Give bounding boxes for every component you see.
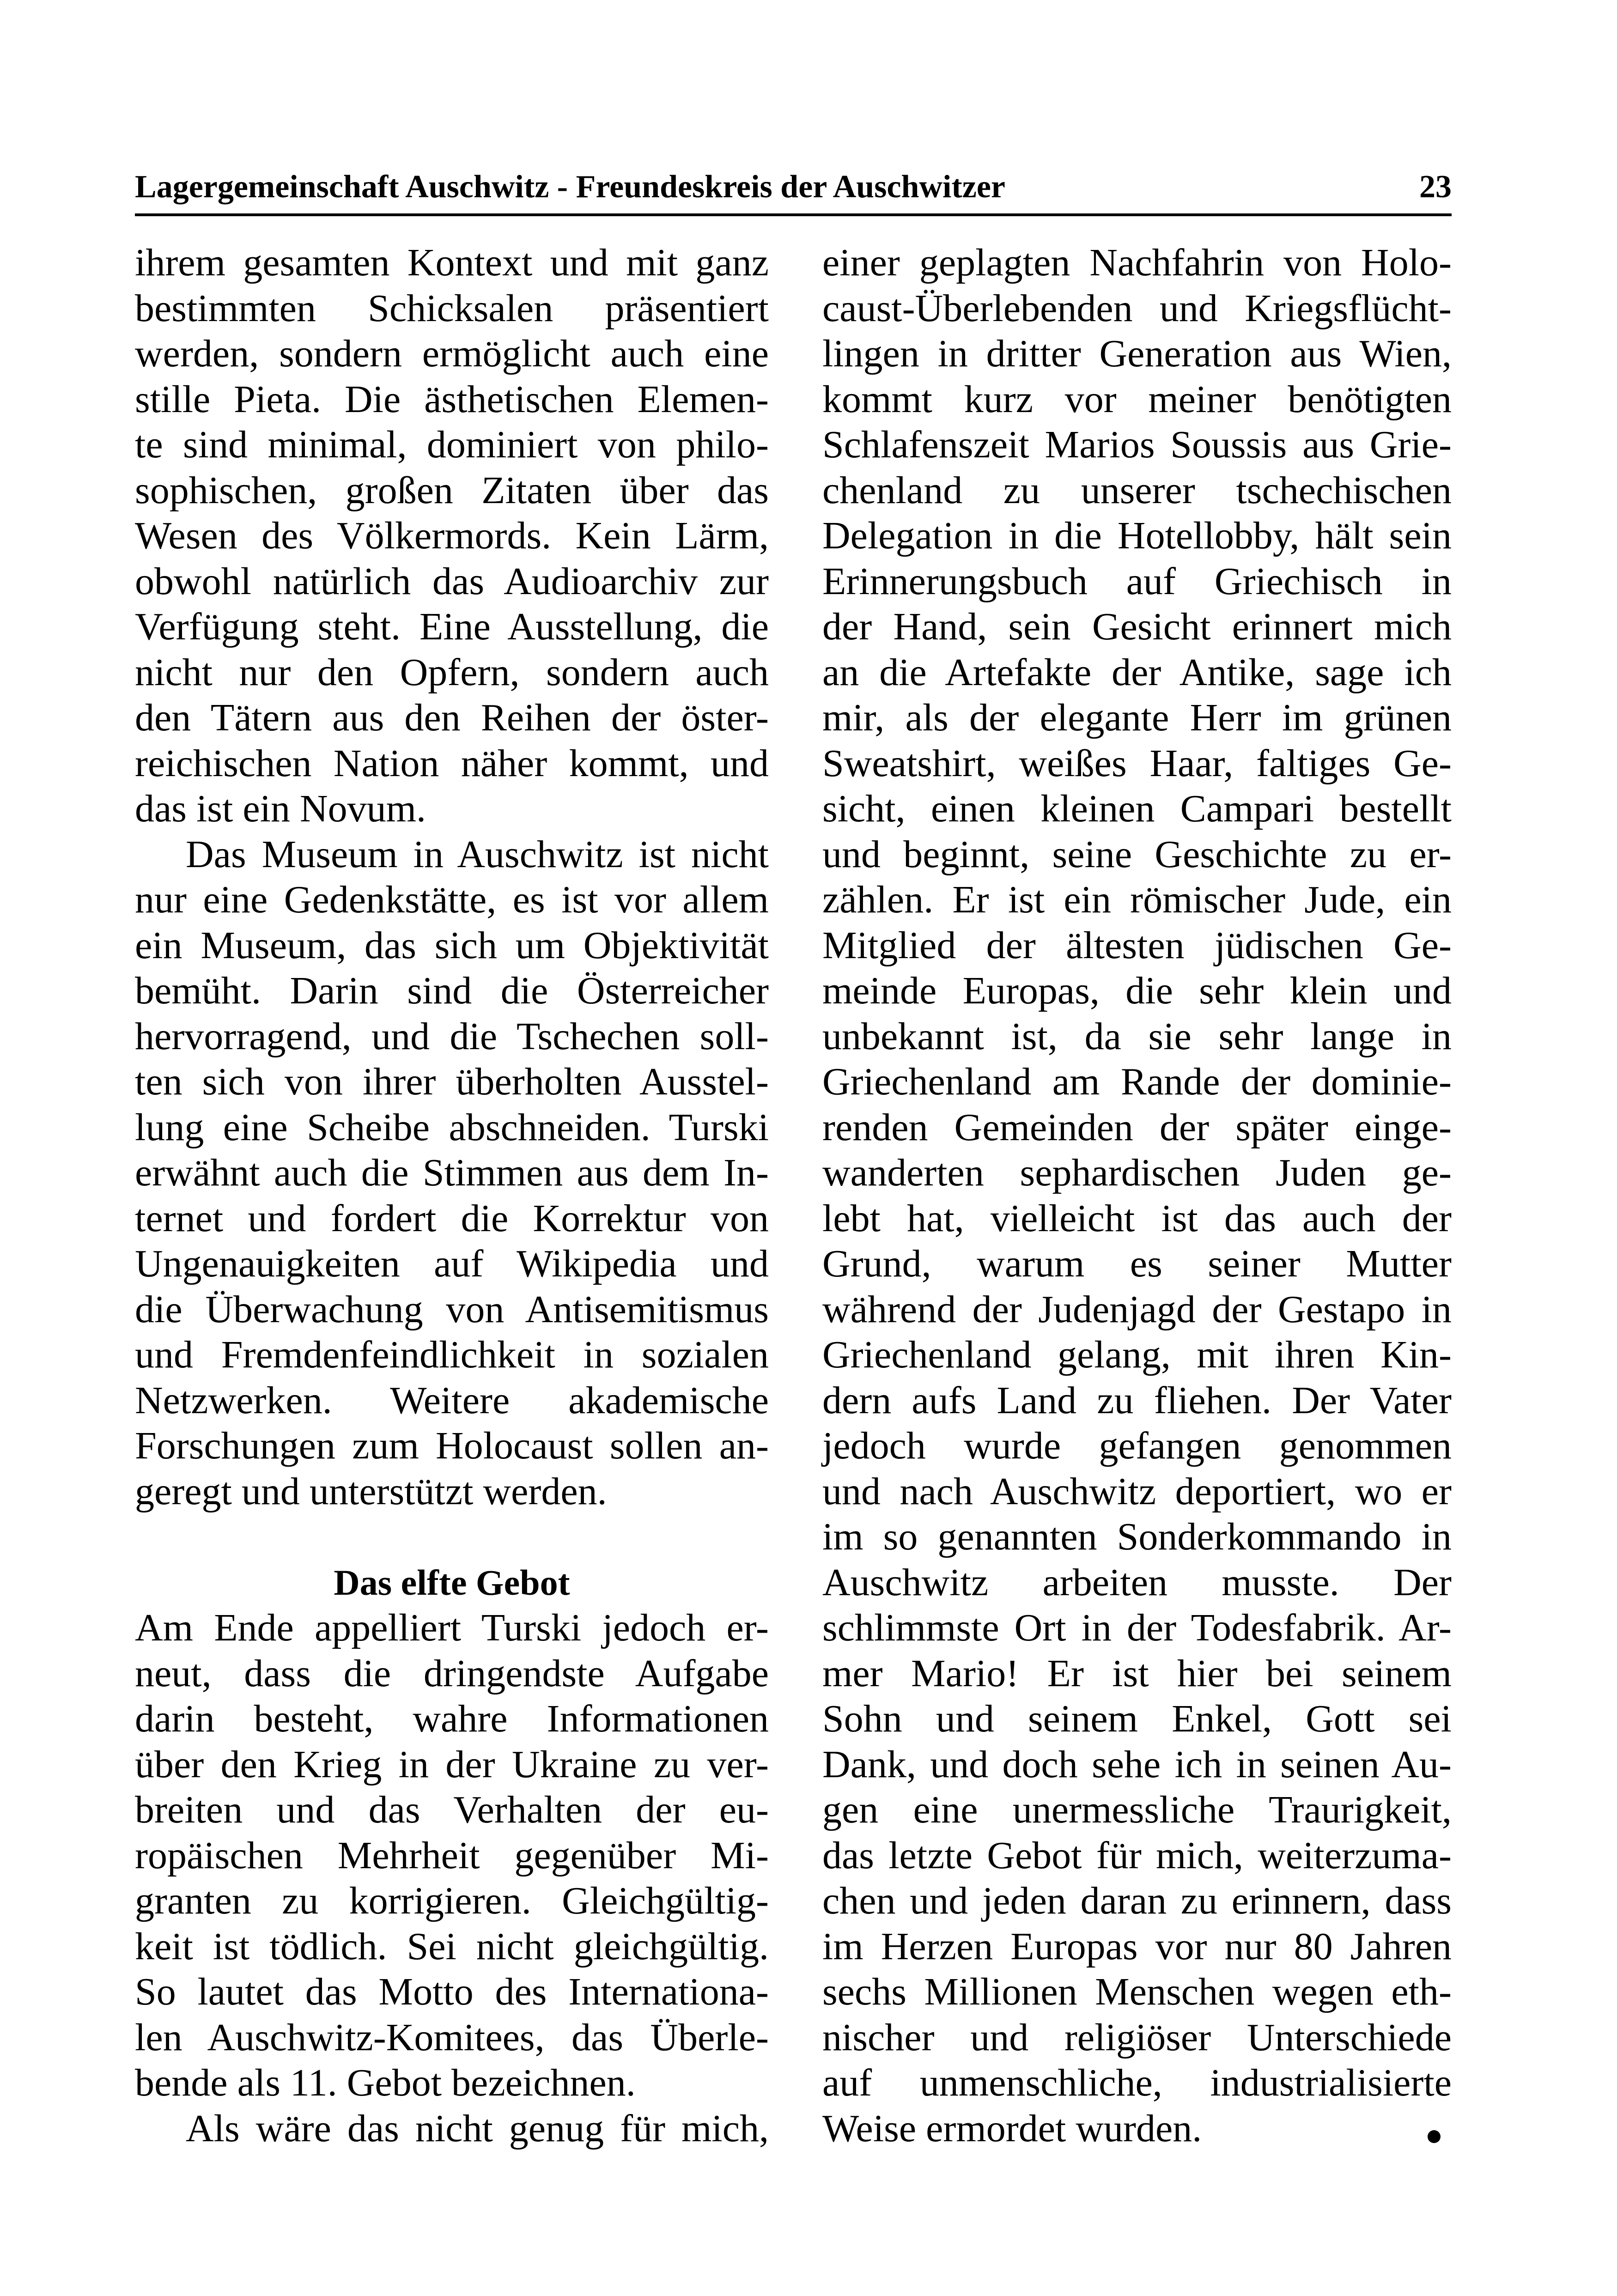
text-line: kommt kurz vor meiner benötigten xyxy=(822,377,1452,421)
text-line: an die Artefakte der Antike, sage ich xyxy=(822,650,1452,694)
text-line: chen und jeden daran zu erinnern, dass xyxy=(822,1879,1452,1922)
text-line: einer geplagten Nachfahrin von Holo- xyxy=(822,241,1452,284)
text-line: sicht, einen kleinen Campari bestellt xyxy=(822,787,1452,830)
text-line: Netzwerken. Weitere akademische xyxy=(135,1379,769,1422)
right-column xyxy=(822,240,1452,2151)
text-line: stille Pieta. Die ästhetischen Elemen- xyxy=(135,377,769,421)
text-line: te sind minimal, dominiert von philo- xyxy=(135,423,769,466)
text-line: mir, als der elegante Herr im grünen xyxy=(822,696,1452,739)
text-line: jedoch wurde gefangen genommen xyxy=(822,1424,1452,1467)
text-line: Weise ermordet wurden. xyxy=(822,2107,1202,2150)
text-line: reichischen Nation näher kommt, und xyxy=(135,741,769,785)
text-line: geregt und unterstützt werden. xyxy=(135,1470,607,1513)
text-line: schlimmste Ort in der Todesfabrik. Ar- xyxy=(822,1606,1452,1649)
text-line: Erinnerungsbuch auf Griechisch in xyxy=(822,559,1452,603)
text-line: obwohl natürlich das Audioarchiv zur xyxy=(135,559,769,603)
text-line: nur eine Gedenkstätte, es ist vor allem xyxy=(135,878,769,921)
text-line: nischer und religiöser Unterschiede xyxy=(822,2016,1452,2059)
text-line: Schlafenszeit Marios Soussis aus Grie- xyxy=(822,423,1452,466)
text-line: erwähnt auch die Stimmen aus dem In- xyxy=(135,1151,769,1194)
running-header xyxy=(135,159,1452,215)
paragraph-spacer xyxy=(135,1514,769,1560)
text-line: ten sich von ihrer überholten Ausstel- xyxy=(135,1060,769,1103)
text-line: lingen in dritter Generation aus Wien, xyxy=(822,332,1452,375)
text-line: im so genannten Sonderkommando in xyxy=(822,1515,1452,1558)
text-line: neut, dass die dringendste Aufgabe xyxy=(135,1652,769,1695)
text-line: Am Ende appelliert Turski jedoch er- xyxy=(135,1606,769,1649)
left-column xyxy=(135,240,769,2151)
text-line: Sweatshirt, weißes Haar, faltiges Ge- xyxy=(822,741,1452,785)
text-line: bestimmten Schicksalen präsentiert xyxy=(135,286,769,330)
text-line: darin besteht, wahre Informationen xyxy=(135,1697,769,1740)
text-line: granten zu korrigieren. Gleichgültig- xyxy=(135,1879,769,1922)
section-heading: Das elfte Gebot xyxy=(334,1562,570,1603)
text-line: Dank, und doch sehe ich in seinen Au- xyxy=(822,1743,1452,1786)
text-line: und Fremdenfeindlichkeit in sozialen xyxy=(135,1333,769,1376)
text-line: So lautet das Motto des Internationa- xyxy=(135,1970,769,2013)
text-line: das letzte Gebot für mich, weiterzuma- xyxy=(822,1834,1452,1877)
text-line: und beginnt, seine Geschichte zu er- xyxy=(822,832,1452,876)
text-line: während der Judenjagd der Gestapo in xyxy=(822,1288,1452,1331)
text-line: keit ist tödlich. Sei nicht gleichgültig. xyxy=(135,1925,769,1968)
text-line: len Auschwitz-Komitees, das Überle- xyxy=(135,2016,769,2059)
text-line: wanderten sephardischen Juden ge- xyxy=(822,1151,1452,1194)
text-line: Wesen des Völkermords. Kein Lärm, xyxy=(135,514,769,557)
end-of-article-bullet-icon xyxy=(1428,2130,1441,2143)
text-line: Verfügung steht. Eine Ausstellung, die xyxy=(135,605,769,648)
text-line: nicht nur den Opfern, sondern auch xyxy=(135,650,769,694)
text-line: Auschwitz arbeiten musste. Der xyxy=(822,1561,1452,1604)
text-line: sophischen, großen Zitaten über das xyxy=(135,468,769,512)
text-line: zählen. Er ist ein römischer Jude, ein xyxy=(822,878,1452,921)
text-line: auf unmenschliche, industrialisierte xyxy=(822,2061,1452,2104)
text-line: hervorragend, und die Tschechen soll- xyxy=(135,1014,769,1058)
text-line: und nach Auschwitz deportiert, wo er xyxy=(822,1470,1452,1513)
text-line: werden, sondern ermöglicht auch eine xyxy=(135,332,769,375)
text-line: im Herzen Europas vor nur 80 Jahren xyxy=(822,1925,1452,1968)
text-line: der Hand, sein Gesicht erinnert mich xyxy=(822,605,1452,648)
text-line: sechs Millionen Menschen wegen eth- xyxy=(822,1970,1452,2013)
text-line: unbekannt ist, da sie sehr lange in xyxy=(822,1014,1452,1058)
text-line: Ungenauigkeiten auf Wikipedia und xyxy=(135,1242,769,1285)
text-line: Griechenland gelang, mit ihren Kin- xyxy=(822,1333,1452,1376)
text-line: Als wäre das nicht genug für mich, xyxy=(186,2107,769,2150)
text-line: Griechenland am Rande der dominie- xyxy=(822,1060,1452,1103)
text-line: ein Museum, das sich um Objektivität xyxy=(135,923,769,967)
text-line: ternet und fordert die Korrektur von xyxy=(135,1197,769,1240)
text-line: bende als 11. Gebot bezeichnen. xyxy=(135,2061,636,2104)
text-line: die Überwachung von Antisemitismus xyxy=(135,1288,769,1331)
text-line: Das Museum in Auschwitz ist nicht xyxy=(186,832,769,876)
text-line: gen eine unermessliche Traurigkeit, xyxy=(822,1788,1452,1831)
text-line: caust-Überlebenden und Kriegsflücht- xyxy=(822,286,1452,330)
text-line: bemüht. Darin sind die Österreicher xyxy=(135,969,769,1012)
text-line: Grund, warum es seiner Mutter xyxy=(822,1242,1452,1285)
text-line: breiten und das Verhalten der eu- xyxy=(135,1788,769,1831)
text-line: lung eine Scheibe abschneiden. Turski xyxy=(135,1105,769,1149)
text-line: das ist ein Novum. xyxy=(135,787,426,830)
text-line: über den Krieg in der Ukraine zu ver- xyxy=(135,1743,769,1786)
text-line: ihrem gesamten Kontext und mit ganz xyxy=(135,241,769,284)
page-number: 23 xyxy=(1419,169,1452,205)
header-rule xyxy=(135,213,1452,216)
text-line: renden Gemeinden der später einge- xyxy=(822,1105,1452,1149)
text-line: Forschungen zum Holocaust sollen an- xyxy=(135,1424,769,1467)
text-line: dern aufs Land zu fliehen. Der Vater xyxy=(822,1379,1452,1422)
header-title: Lagergemeinschaft Auschwitz - Freundeskreis der Auschwitzer xyxy=(135,169,1005,205)
text-line: den Tätern aus den Reihen der öster- xyxy=(135,696,769,739)
text-line: Mitglied der ältesten jüdischen Ge- xyxy=(822,923,1452,967)
text-line: mer Mario! Er ist hier bei seinem xyxy=(822,1652,1452,1695)
text-line: chenland zu unserer tschechischen xyxy=(822,468,1452,512)
text-line: Delegation in die Hotellobby, hält sein xyxy=(822,514,1452,557)
text-line: meinde Europas, die sehr klein und xyxy=(822,969,1452,1012)
text-line: ropäischen Mehrheit gegenüber Mi- xyxy=(135,1834,769,1877)
text-line: Sohn und seinem Enkel, Gott sei xyxy=(822,1697,1452,1740)
text-line: lebt hat, vielleicht ist das auch der xyxy=(822,1197,1452,1240)
